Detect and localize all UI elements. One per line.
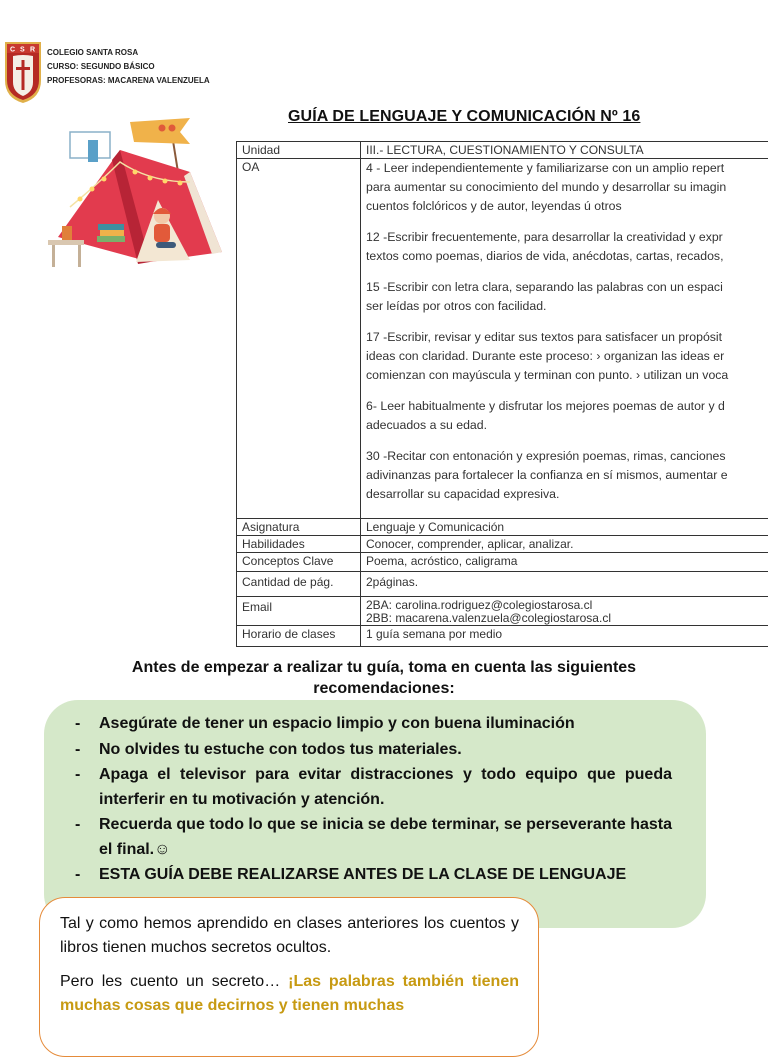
table-row-oa bbox=[237, 159, 768, 519]
unidad-value: III.- LECTURA, CUESTIONAMIENTO Y CONSULTA bbox=[361, 142, 768, 159]
recommendation-emphasis: ANTES bbox=[343, 866, 397, 883]
oa-paragraph: 4 - Leer independientemente y familiarizarse con un amplio repert para aumentar su conocimiento del mundo y desarrollar su imagin cuentos folclóricos y de autor, leyendas ú otros bbox=[366, 159, 768, 216]
page-title: GUÍA DE LENGUAJE Y COMUNICACIÓN Nº 16 bbox=[288, 108, 640, 126]
bullet-dash: - bbox=[75, 813, 80, 838]
bullet-dash: - bbox=[75, 712, 80, 737]
recommendations-heading-line-1: Antes de empezar a realizar tu guía, toma en cuenta las siguientes bbox=[60, 657, 708, 678]
shield-letter-c: C bbox=[10, 47, 15, 54]
horario-value: 1 guía semana por medio bbox=[361, 626, 768, 647]
email-link-2ba[interactable]: 2BA: carolina.rodriguez@colegiostarosa.cl bbox=[366, 599, 768, 612]
book-tent-illustration bbox=[40, 112, 230, 282]
course-label: CURSO: SEGUNDO BÁSICO bbox=[47, 60, 210, 74]
recommendation-text: Recuerda que todo lo que se inicia se debe terminar, se perseverante hasta el final.☺ bbox=[99, 816, 672, 858]
story-box bbox=[39, 897, 539, 1057]
oa-paragraph: 12 -Escribir frecuentemente, para desarrollar la creatividad y expr textos como poemas, diarios de vida, anécdotas, cartas, recados, bbox=[366, 228, 768, 266]
recommendations-box bbox=[44, 700, 706, 928]
email-label: Email bbox=[237, 597, 361, 626]
school-info bbox=[47, 46, 210, 88]
shield-letter-s: S bbox=[20, 47, 25, 54]
oa-paragraph: 17 -Escribir, revisar y editar sus textos para satisfacer un propósit ideas con claridad. Durante este proceso: › organizan las ideas er comienzan con mayúscula y terminan con punto. › utilizan un voca bbox=[366, 328, 768, 385]
recommendation-text: No olvides tu estuche con todos tus materiales. bbox=[99, 741, 462, 758]
table-row-horario bbox=[237, 626, 768, 647]
list-item bbox=[99, 813, 672, 862]
shield-letter-r: R bbox=[30, 47, 35, 54]
recommendation-text: Asegúrate de tener un espacio limpio y con buena iluminación bbox=[99, 715, 575, 732]
teachers-label: PROFESORAS: MACARENA VALENZUELA bbox=[47, 74, 210, 88]
habilidades-label: Habilidades bbox=[237, 536, 361, 553]
habilidades-value: Conocer, comprender, aplicar, analizar. bbox=[361, 536, 768, 553]
list-item bbox=[99, 863, 672, 888]
asignatura-value: Lenguaje y Comunicación bbox=[361, 519, 768, 536]
oa-paragraph: 30 -Recitar con entonación y expresión poemas, rimas, canciones adivinanzas para fortalecer la confianza en sí mismos, aumentar e desarrollar su capacidad expresiva. bbox=[366, 447, 768, 504]
cantidad-label: Cantidad de pág. bbox=[237, 572, 361, 597]
oa-paragraph: 6- Leer habitualmente y disfrutar los mejores poemas de autor y d adecuados a su edad. bbox=[366, 397, 768, 435]
table-row-cantidad bbox=[237, 572, 768, 597]
asignatura-label: Asignatura bbox=[237, 519, 361, 536]
recommendation-text: Apaga el televisor para evitar distracciones y todo equipo que pueda interferir en tu motivación y atención. bbox=[99, 766, 672, 808]
bullet-dash: - bbox=[75, 763, 80, 788]
story-paragraph-1: Tal y como hemos aprendido en clases anteriores los cuentos y libros tienen muchos secretos ocultos. bbox=[60, 912, 519, 960]
cantidad-value: 2páginas. bbox=[361, 572, 768, 597]
school-name: COLEGIO SANTA ROSA bbox=[47, 46, 210, 60]
story-highlight: ¡Las palabras también tienen muchas cosas que decirnos y tienen muchas bbox=[60, 973, 519, 1014]
horario-label: Horario de clases bbox=[237, 626, 361, 647]
table-row-email bbox=[237, 597, 768, 626]
bullet-dash: - bbox=[75, 863, 80, 888]
table-row-conceptos bbox=[237, 553, 768, 572]
recommendations-list bbox=[44, 700, 706, 888]
oa-value bbox=[361, 159, 768, 519]
email-value bbox=[361, 597, 768, 626]
recommendation-text-before: ESTA GUÍA DEBE REALIZARSE bbox=[99, 866, 339, 883]
story-text: Pero les cuento un secreto… bbox=[60, 973, 288, 990]
list-item bbox=[99, 763, 672, 812]
recommendations-heading-line-2: recomendaciones: bbox=[60, 678, 708, 699]
conceptos-value: Poema, acróstico, caligrama bbox=[361, 553, 768, 572]
table-row-unidad bbox=[237, 142, 768, 159]
email-link-2bb[interactable]: 2BB: macarena.valenzuela@colegiostarosa.cl bbox=[366, 612, 768, 625]
oa-paragraph: 15 -Escribir con letra clara, separando las palabras con un espaci ser leídas por otros con facilidad. bbox=[366, 278, 768, 316]
conceptos-label: Conceptos Clave bbox=[237, 553, 361, 572]
recommendation-text-after: DE LA CLASE DE LENGUAJE bbox=[402, 866, 626, 883]
list-item bbox=[99, 712, 672, 737]
table-row-asignatura bbox=[237, 519, 768, 536]
oa-label: OA bbox=[237, 159, 361, 519]
list-item bbox=[99, 738, 672, 763]
story-paragraph-2 bbox=[60, 970, 519, 1018]
unidad-label: Unidad bbox=[237, 142, 361, 159]
table-row-habilidades bbox=[237, 536, 768, 553]
recommendations-heading bbox=[60, 657, 708, 699]
bullet-dash: - bbox=[75, 738, 80, 763]
school-shield-logo bbox=[3, 40, 43, 104]
guide-info-table bbox=[236, 141, 768, 647]
